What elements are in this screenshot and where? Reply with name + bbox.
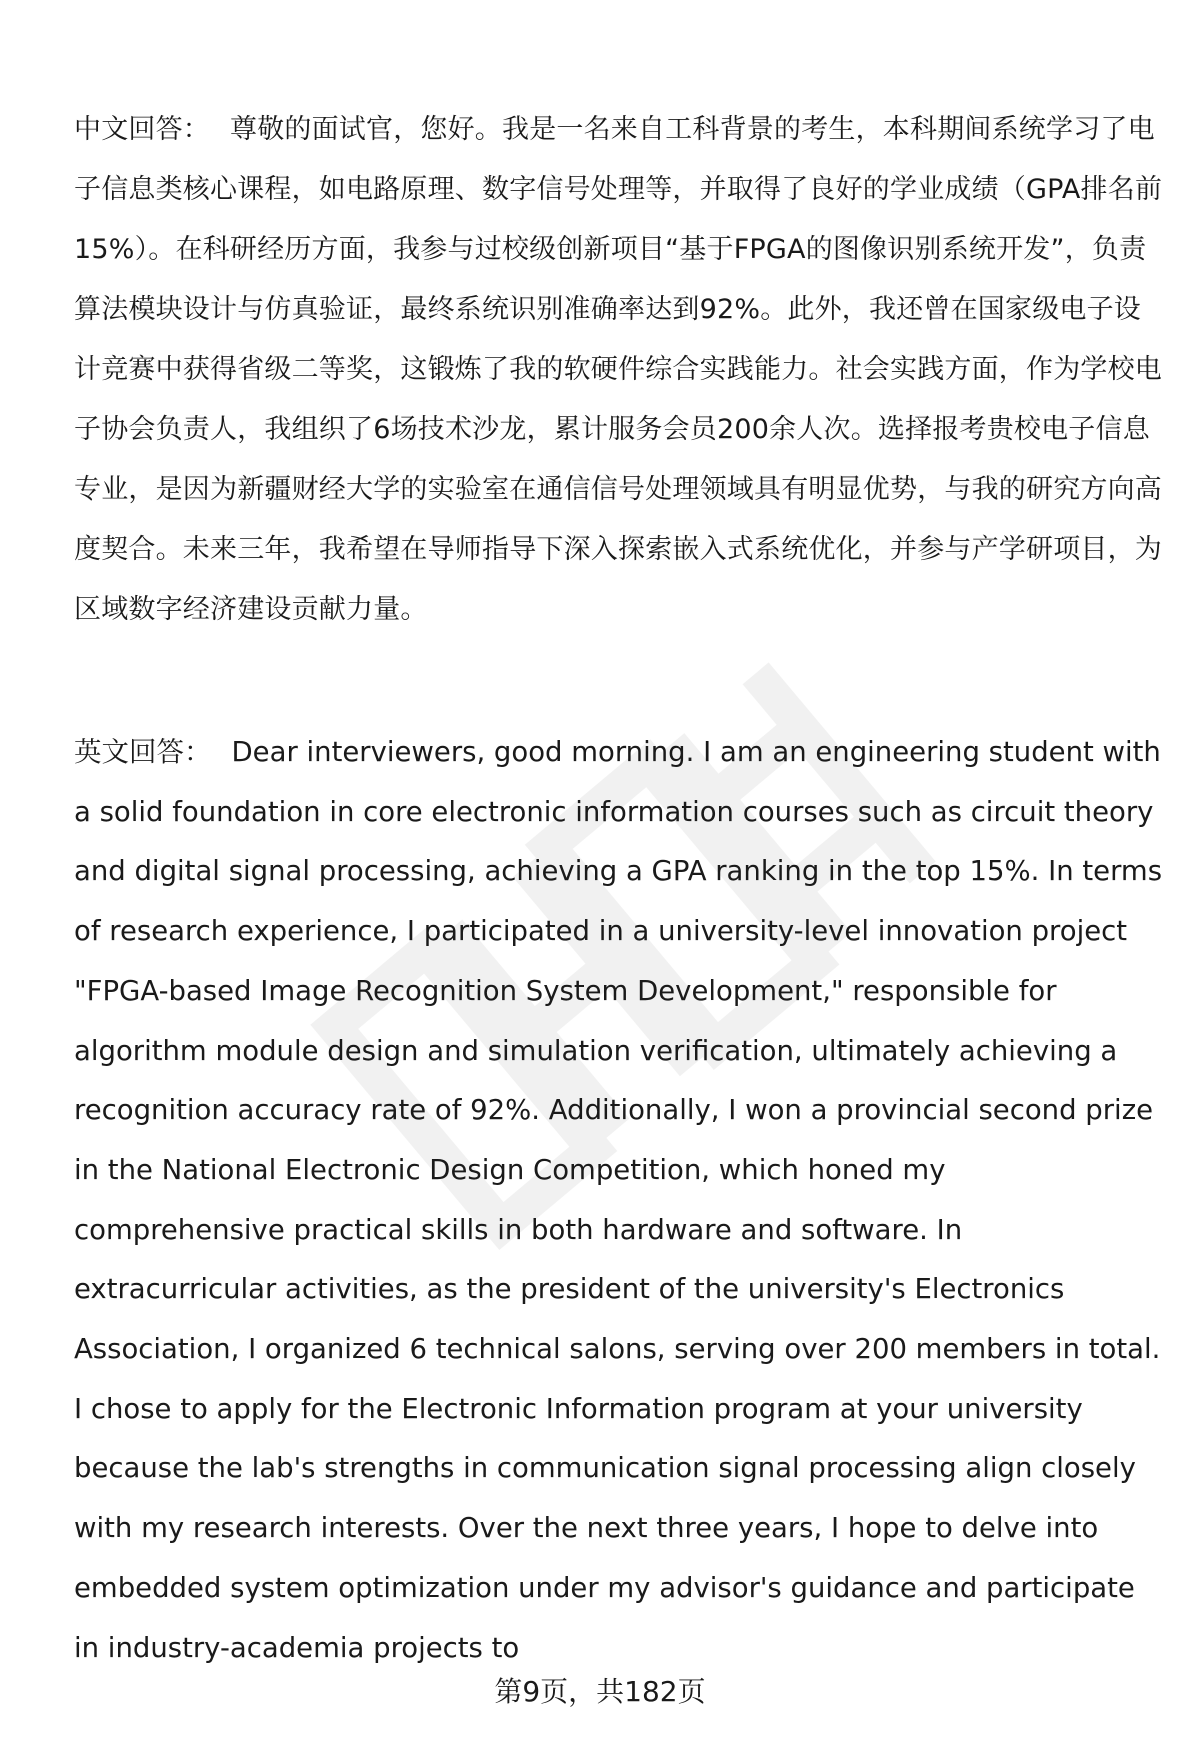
english-answer-label: 英文回答： <box>74 736 212 768</box>
page-number-footer: 第9页，共182页 <box>494 1675 706 1708</box>
chinese-answer-label: 中文回答： <box>74 114 210 145</box>
chinese-answer-paragraph <box>74 100 1164 640</box>
english-answer-text: Dear interviewers, good morning. I am an engineering student with a solid foundation in core electronic information courses such as circuit theory and digital signal processing, achieving a GPA ranking in the top 15%. In terms of research experience, I participated in a university-level innovation project "FPGA-based Image Recognition System Development," responsible for algorithm module design and simulation verification, ultimately achieving a recognition accuracy rate of 92%. Additionally, I won a provincial second prize in the National Electronic Design Competition, which honed my comprehensive practical skills in both hardware and software. In extracurricular activities, as the president of the university's Electronics Association, I organized 6 technical salons, serving over 200 members in total. I chose to apply for the Electronic Information program at your university because the lab's strengths in communication signal processing align closely with my research interests. Over the next three years, I hope to delve into embedded system optimization under my advisor's guidance and participate in industry-academia projects to <box>74 736 1163 1664</box>
english-answer-paragraph <box>74 723 1164 1678</box>
chinese-answer-text: 尊敬的面试官，您好。我是一名来自工科背景的考生，本科期间系统学习了电子信息类核心课程，如电路原理、数字信号处理等，并取得了良好的学业成绩（GPA排名前15%）。在科研经历方面，我参与过校级创新项目“基于FPGA的图像识别系统开发”，负责算法模块设计与仿真验证，最终系统识别准确率达到92%。此外，我还曾在国家级电子设计竞赛中获得省级二等奖，这锻炼了我的软硬件综合实践能力。社会实践方面，作为学校电子协会负责人，我组织了6场技术沙龙，累计服务会员200余人次。选择报考贵校电子信息专业，是因为新疆财经大学的实验室在通信信号处理领域具有明显优势，与我的研究方向高度契合。未来三年，我希望在导师指导下深入探索嵌入式系统优化，并参与产学研项目，为区域数字经济建设贡献力量。 <box>74 114 1163 625</box>
